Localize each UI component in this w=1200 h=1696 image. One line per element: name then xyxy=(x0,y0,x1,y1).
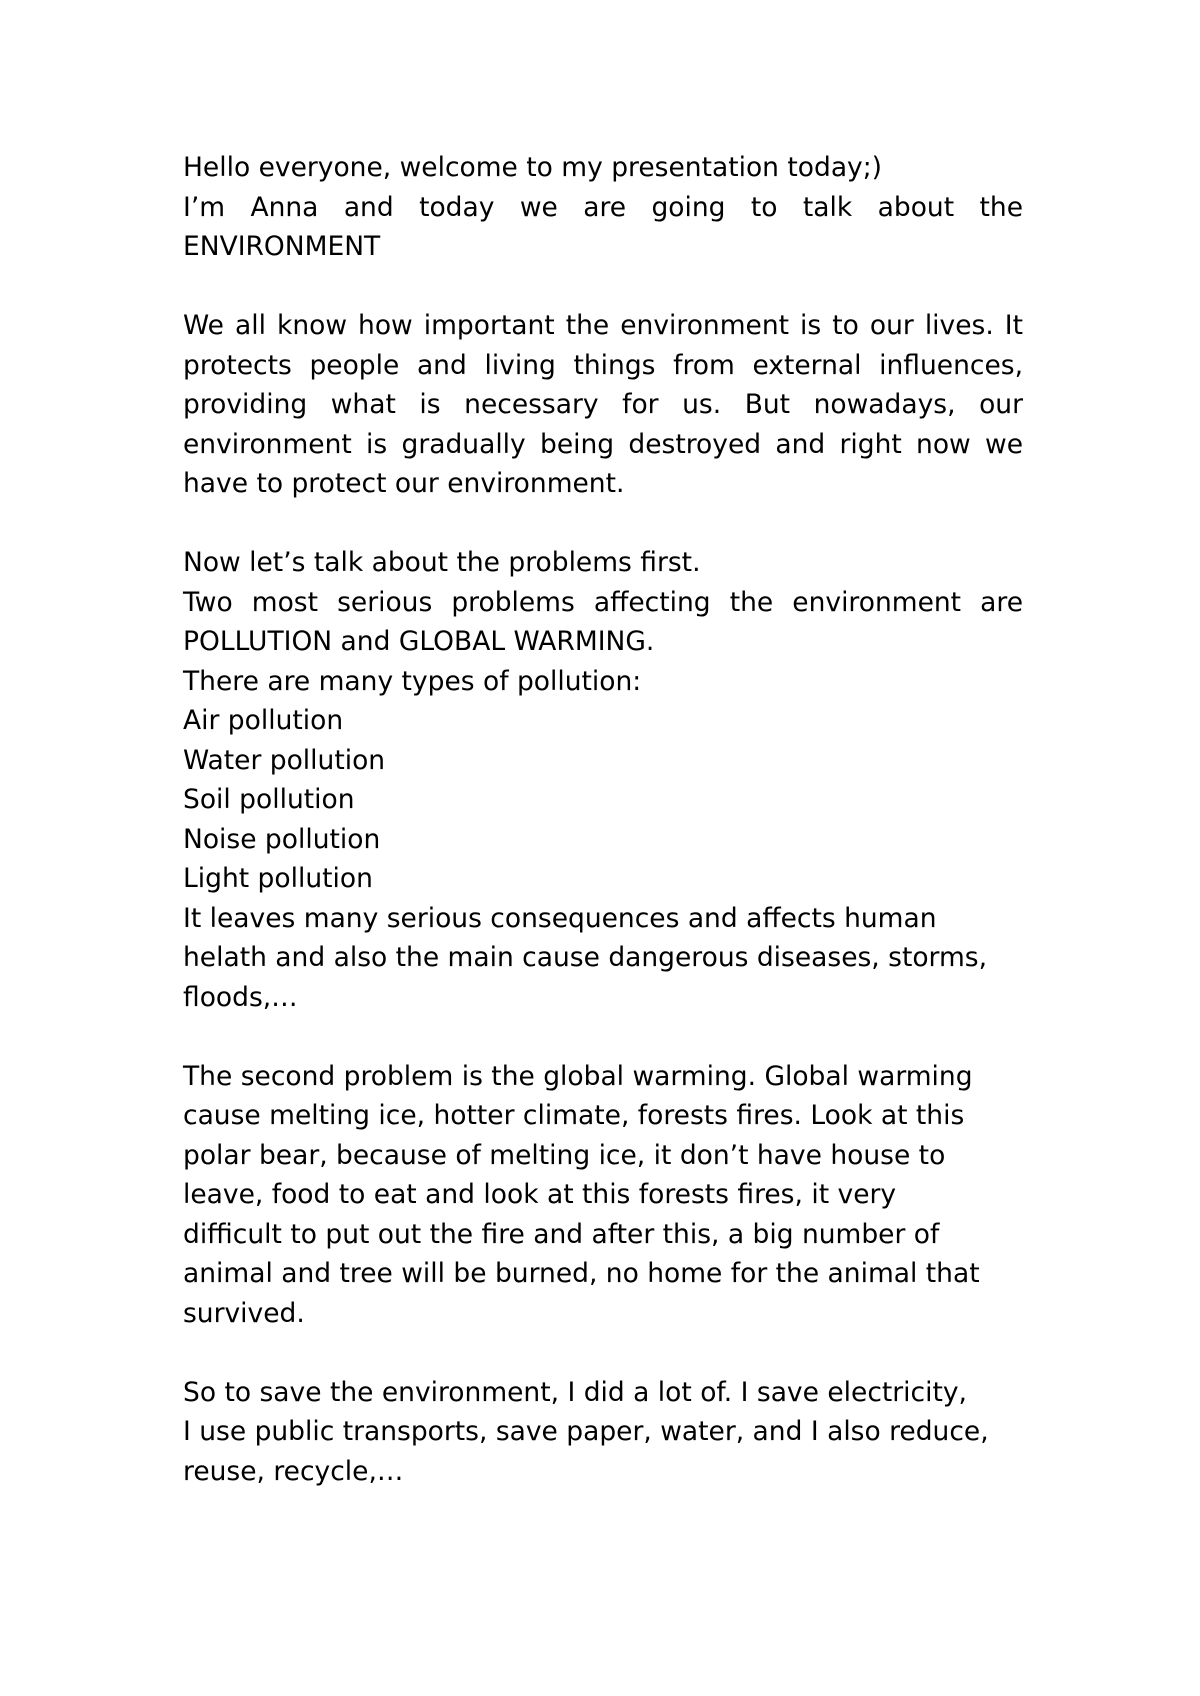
document-body xyxy=(183,148,1023,1491)
global-warming-line: difficult to put out the fire and after this, a big number of xyxy=(183,1218,940,1250)
paragraph-spacer xyxy=(183,267,1023,307)
global-warming-line: polar bear, because of melting ice, it don’t have house to xyxy=(183,1139,946,1171)
main-problems-paragraph: Two most serious problems affecting the environment are POLLUTION and GLOBAL WARMING. xyxy=(183,586,1023,657)
pollution-type-item: Noise pollution xyxy=(183,823,381,855)
consequences-line: helath and also the main cause dangerous diseases, storms, xyxy=(183,942,988,973)
importance-paragraph: We all know how important the environment is to our lives. It protects people and living things from external influences, providing what is necessary for us. But nowadays, our environment is gradually being destroyed and right now we have to protect our environment. xyxy=(183,310,1023,499)
paragraph-spacer xyxy=(183,1333,1023,1373)
pollution-type-item: Air pollution xyxy=(183,705,344,736)
consequences-line: floods,… xyxy=(183,981,298,1013)
pollution-type-item: Light pollution xyxy=(183,863,373,894)
global-warming-line: leave, food to eat and look at this forests fires, it very xyxy=(183,1179,897,1210)
solutions-line: So to save the environment, I did a lot of. I save electricity, xyxy=(183,1376,967,1408)
consequences-line: It leaves many serious consequences and affects human xyxy=(183,902,937,934)
paragraph-spacer xyxy=(183,1017,1023,1057)
solutions-line: reuse, recycle,… xyxy=(183,1455,404,1487)
global-warming-line: cause melting ice, hotter climate, forests fires. Look at this xyxy=(183,1100,965,1131)
global-warming-line: survived. xyxy=(183,1297,305,1329)
pollution-type-item: Water pollution xyxy=(183,744,386,776)
solutions-line: I use public transports, save paper, water, and I also reduce, xyxy=(183,1416,989,1447)
global-warming-line: The second problem is the global warming. Global warming xyxy=(183,1060,973,1092)
pollution-type-item: Soil pollution xyxy=(183,784,355,815)
problems-lead-line: Now let’s talk about the problems first. xyxy=(183,547,701,578)
global-warming-line: animal and tree will be burned, no home for the animal that xyxy=(183,1258,980,1289)
topic-paragraph: I’m Anna and today we are going to talk about the ENVIRONMENT xyxy=(183,191,1023,262)
greeting-line: Hello everyone, welcome to my presentation today;) xyxy=(183,152,883,183)
paragraph-spacer xyxy=(183,504,1023,544)
pollution-types-intro: There are many types of pollution: xyxy=(183,665,642,697)
